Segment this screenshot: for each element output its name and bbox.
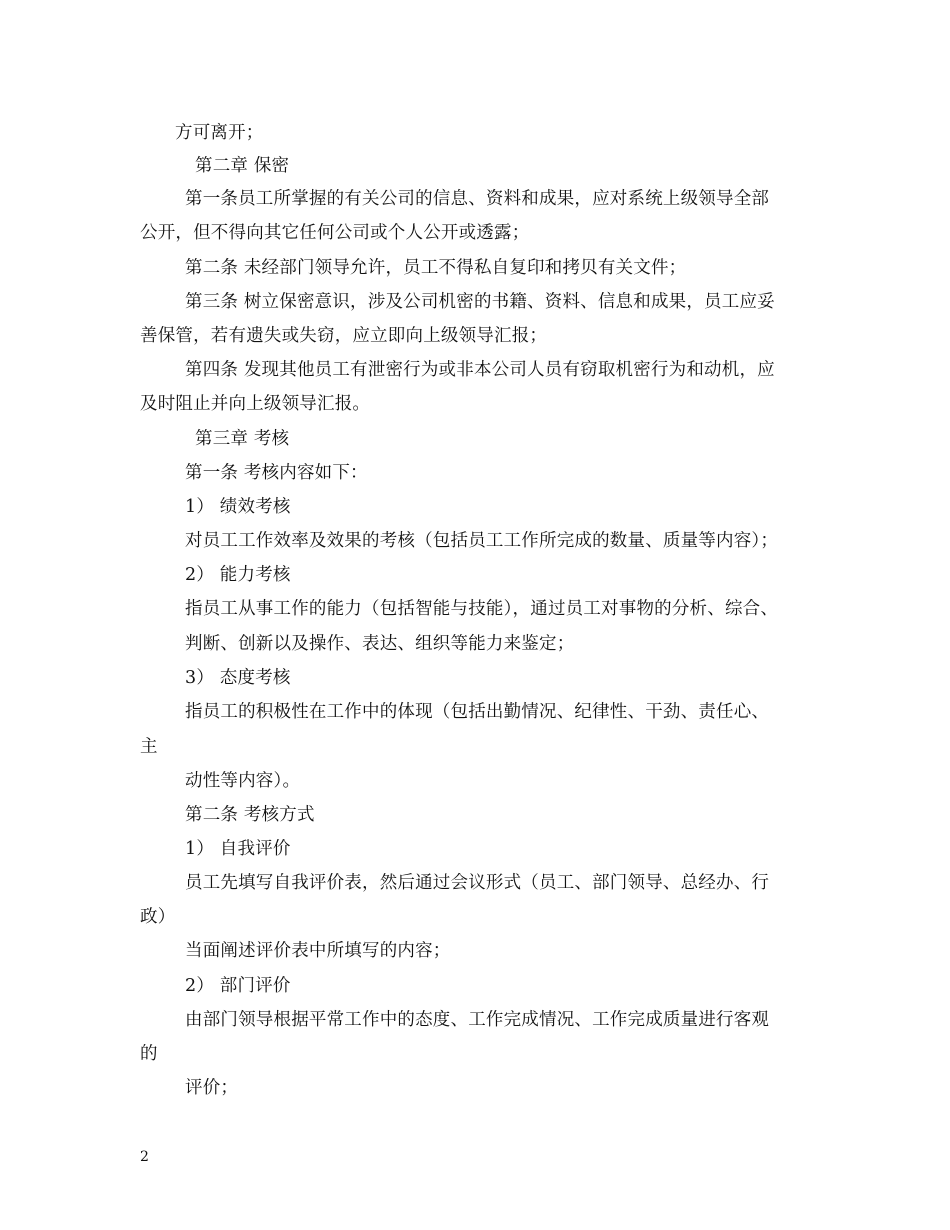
text-line: 善保管，若有遗失或失窃，应立即向上级领导汇报； [140,326,548,346]
text-line: 第一条 考核内容如下： [185,463,368,483]
text-line: 政） [140,907,176,927]
list-item-heading: 1） 绩效考核 [185,497,291,517]
chapter-heading: 第三章 考核 [195,429,290,449]
list-item-heading: 1） 自我评价 [185,839,291,859]
text-line: 对员工工作效率及效果的考核（包括员工工作所完成的数量、质量等内容）； [185,531,779,551]
text-line: 第四条 发现其他员工有泄密行为或非本公司人员有窃取机密行为和动机，应 [185,360,775,380]
text-line: 指员工的积极性在工作中的体现（包括出勤情况、纪律性、干劲、责任心、 [185,702,770,722]
text-line: 判断、创新以及操作、表达、组织等能力来鉴定； [185,634,575,654]
text-line: 第一条员工所掌握的有关公司的信息、资料和成果，应对系统上级领导全部 [185,189,770,209]
text-line: 当面阐述评价表中所填写的内容； [185,941,451,961]
text-line: 方可离开； [175,123,264,143]
text-line: 主 [140,737,158,757]
text-line: 公开，但不得向其它任何公司或个人公开或透露； [140,223,530,243]
text-line: 由部门领导根据平常工作中的态度、工作完成情况、工作完成质量进行客观 [185,1010,770,1030]
text-line: 第二条 未经部门领导允许，员工不得私自复印和拷贝有关文件； [185,258,687,278]
list-item-heading: 2） 部门评价 [185,976,291,996]
text-line: 及时阻止并向上级领导汇报。 [140,394,371,414]
text-line: 的 [140,1044,158,1064]
page-number: 2 [140,1149,149,1165]
text-line: 动性等内容）。 [185,771,301,791]
text-line: 第二条 考核方式 [185,805,315,825]
text-line: 评价； [185,1078,239,1098]
chapter-heading: 第二章 保密 [195,156,290,176]
text-line: 指员工从事工作的能力（包括智能与技能），通过员工对事物的分析、综合、 [185,599,779,619]
text-line: 员工先填写自我评价表，然后通过会议形式（员工、部门领导、总经办、行 [185,873,770,893]
text-line: 第三条 树立保密意识，涉及公司机密的书籍、资料、信息和成果，员工应妥 [185,292,775,312]
list-item-heading: 3） 态度考核 [185,668,291,688]
list-item-heading: 2） 能力考核 [185,565,291,585]
